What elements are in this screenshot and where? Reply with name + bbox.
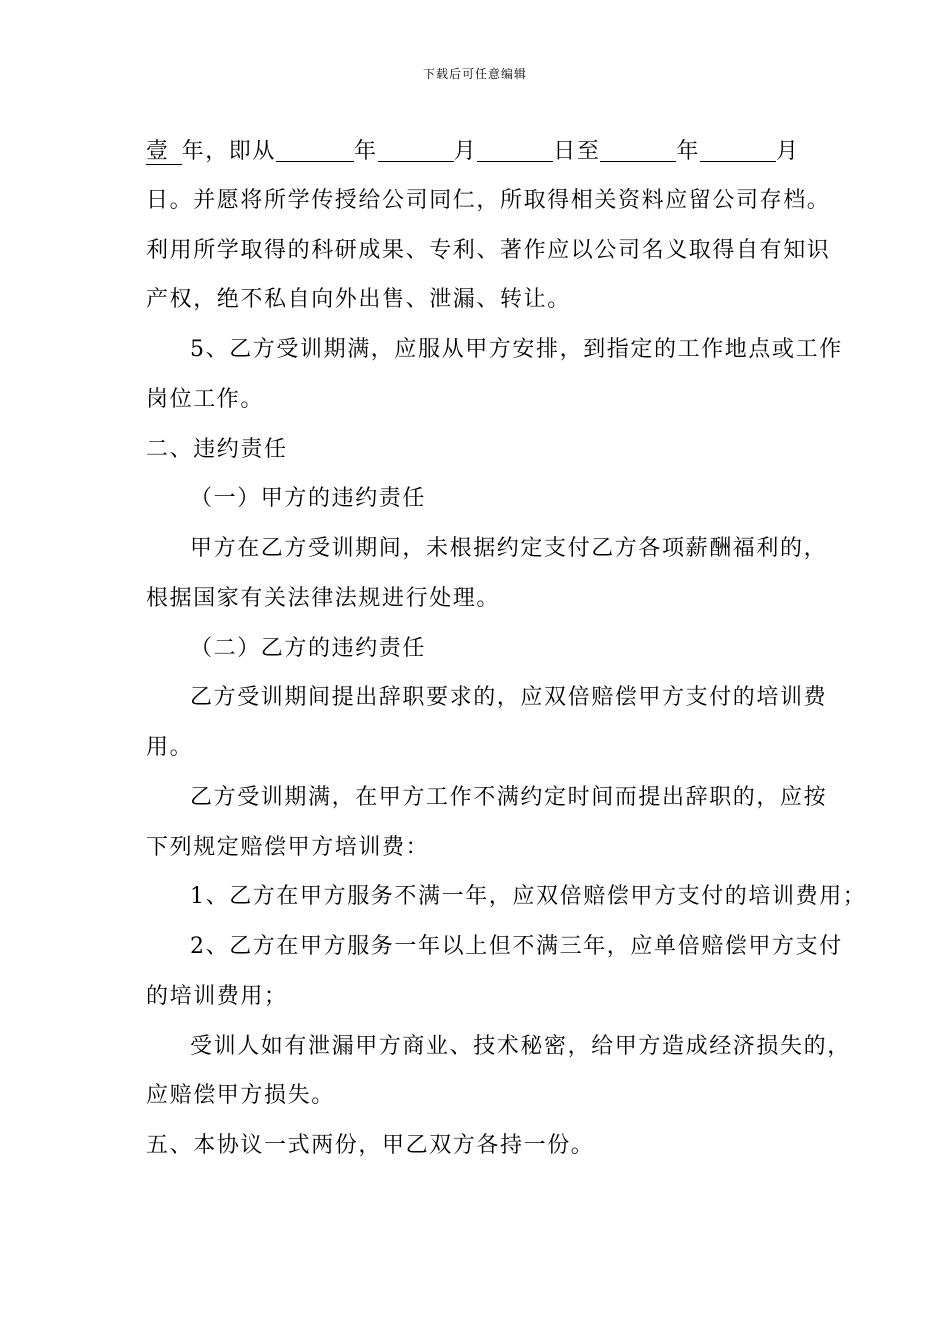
text-segment: 日至 — [553, 139, 601, 164]
blank-start-month — [378, 137, 454, 162]
blank-start-day — [477, 137, 553, 162]
page-header-watermark: 下载后可任意编辑 — [422, 67, 527, 81]
term-years-value: 壹 — [146, 139, 182, 165]
blank-end-month — [700, 137, 776, 162]
text-segment: 年 — [354, 139, 378, 164]
paragraph-line: 应赔偿甲方损失。 — [146, 1083, 335, 1108]
paragraph-line: 岗位工作。 — [146, 387, 265, 412]
paragraph-line: 产权，绝不私自向外出售、泄漏、转让。 — [146, 287, 571, 312]
rule-item-1: 1、乙方在甲方服务不满一年，应双倍赔偿甲方支付的培训费用； — [190, 884, 867, 909]
paragraph-line: 日。并愿将所学传授给公司同仁，所取得相关资料应留公司存档。 — [146, 188, 831, 213]
blank-start-year — [276, 137, 354, 162]
subheading-party-b-breach: （二）乙方的违约责任 — [190, 636, 427, 661]
paragraph-line: 受训人如有泄漏甲方商业、技术秘密，给甲方造成经济损失的， — [190, 1034, 851, 1059]
term-period-line — [146, 137, 800, 167]
paragraph-line: 根据国家有关法律法规进行处理。 — [146, 586, 501, 611]
text-segment: 年 — [676, 139, 701, 164]
paragraph-line: 甲方在乙方受训期间，未根据约定支付乙方各项薪酬福利的， — [190, 536, 828, 561]
paragraph-line: 乙方受训期间提出辞职要求的，应双倍赔偿甲方支付的培训费 — [190, 685, 828, 710]
paragraph-line: 利用所学取得的科研成果、专利、著作应以公司名义取得自有知识 — [146, 238, 831, 263]
clause-5-line: 5、乙方受训期满，应服从甲方安排，到指定的工作地点或工作 — [190, 337, 843, 362]
text-segment: 年，即从 — [181, 139, 277, 164]
blank-end-year — [600, 137, 676, 162]
paragraph-line: 的培训费用； — [146, 984, 288, 1009]
paragraph-line: 下列规定赔偿甲方培训费： — [146, 835, 430, 860]
section-heading-breach: 二、违约责任 — [146, 437, 288, 462]
subheading-party-a-breach: （一）甲方的违约责任 — [190, 486, 427, 511]
rule-item-2: 2、乙方在甲方服务一年以上但不满三年，应单倍赔偿甲方支付 — [190, 934, 843, 959]
section-five-line: 五、本协议一式两份，甲乙双方各持一份。 — [146, 1133, 595, 1158]
paragraph-line: 用。 — [146, 735, 194, 760]
text-segment: 月 — [453, 139, 478, 164]
paragraph-line: 乙方受训期满，在甲方工作不满约定时间而提出辞职的，应按 — [190, 785, 828, 810]
text-segment: 月 — [776, 139, 800, 164]
